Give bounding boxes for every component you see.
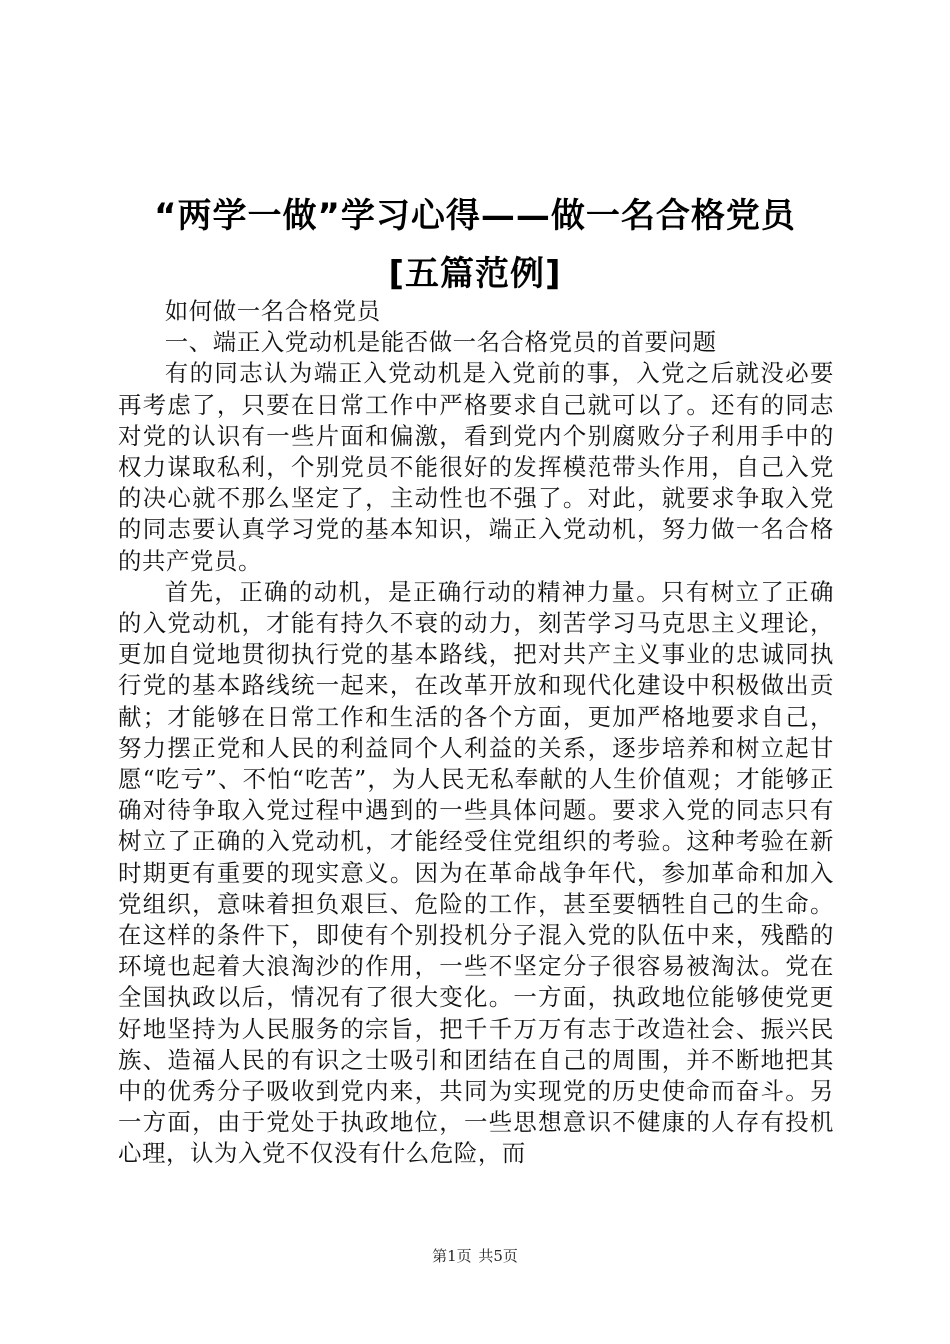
body-paragraph: 有的同志认为端正入党动机是入党前的事，入党之后就没必要再考虑了，只要在日常工作中严格要求自己就可以了。还有的同志对党的认识有一些片面和偏激，看到党内个别腐败分子利用手中的权力谋取私利，个别党员不能很好的发挥模范带头作用，自己入党的决心就不那么坚定了，主动性也不强了。对此，就要求争取入党的同志要认真学习党的基本知识，端正入党动机，努力做一名合格的共产党员。 xyxy=(118,359,834,575)
document-body xyxy=(118,296,834,1170)
page-number: 第1页 xyxy=(432,1247,472,1265)
page-footer xyxy=(0,1245,950,1266)
document-title: “两学一做”学习心得——做一名合格党员 xyxy=(154,196,796,236)
document-subtitle: [五篇范例] xyxy=(388,254,562,294)
body-paragraph: 首先，正确的动机，是正确行动的精神力量。只有树立了正确的入党动机，才能有持久不衰的动力，刻苦学习马克思主义理论，更加自觉地贯彻执行党的基本路线，把对共产主义事业的忠诚同执行党的基本路线统一起来，在改革开放和现代化建设中积极做出贡献；才能够在日常工作和生活的各个方面，更加严格地要求自己，努力摆正党和人民的利益同个人利益的关系，逐步培养和树立起甘愿“吃亏”、不怕“吃苦”，为人民无私奉献的人生价值观；才能够正确对待争取入党过程中遇到的一些具体问题。要求入党的同志只有树立了正确的入党动机，才能经受住党组织的考验。这种考验在新时期更有重要的现实意义。因为在革命战争年代，参加革命和加入党组织，意味着担负艰巨、危险的工作，甚至要牺牲自己的生命。在这样的条件下，即使有个别投机分子混入党的队伍中来，残酷的环境也起着大浪淘沙的作用，一些不坚定分子很容易被淘汰。党在全国执政以后，情况有了很大变化。一方面，执政地位能够使党更好地坚持为人民服务的宗旨，把千千万万有志于改造社会、振兴民族、造福人民的有识之士吸引和团结在自己的周围，并不断地把其中的优秀分子吸收到党内来，共同为实现党的历史使命而奋斗。另一方面，由于党处于执政地位，一些思想意识不健康的人存有投机心理，认为入党不仅没有什么危险，而 xyxy=(118,577,834,1168)
page-total: 共5页 xyxy=(478,1247,518,1265)
section-subheading: 一、端正入党动机是能否做一名合格党员的首要问题 xyxy=(164,328,717,357)
section-heading: 如何做一名合格党员 xyxy=(164,297,381,325)
